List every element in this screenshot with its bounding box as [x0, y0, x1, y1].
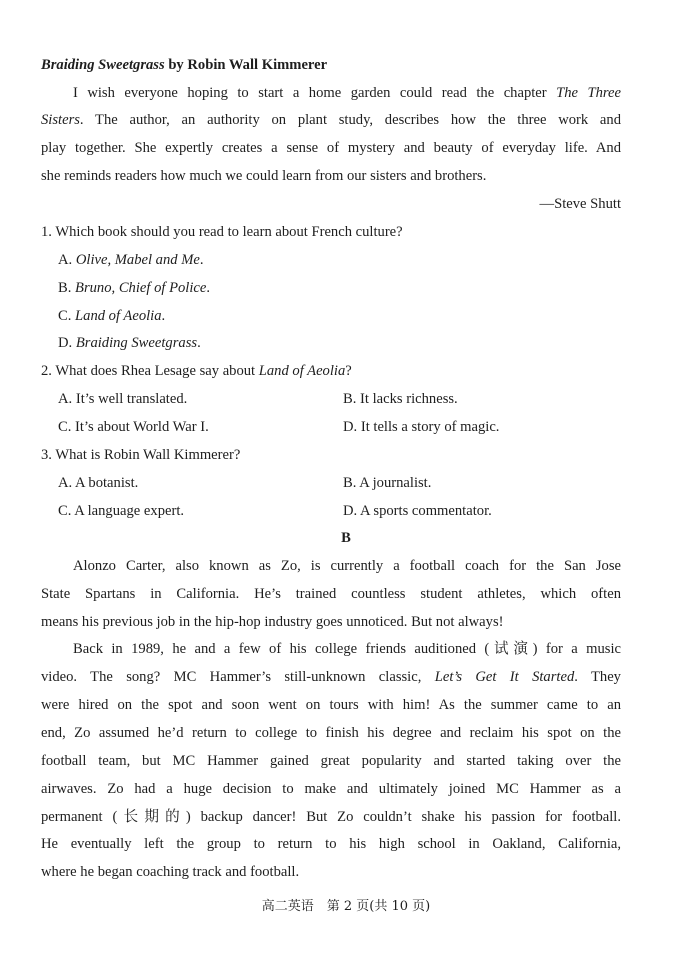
- question-1-option-b[interactable]: [58, 279, 210, 297]
- review-text: I wish everyone hoping to start a home garden could read the chapter: [73, 85, 557, 101]
- book-byline: by Robin Wall Kimmerer: [164, 57, 328, 73]
- passage-text: . They: [574, 669, 621, 685]
- passage-line: He eventually left the group to return to his high school in Oakland, California,: [41, 836, 621, 852]
- chapter-title: The Three: [556, 85, 622, 101]
- question-3-option-b[interactable]: B. A journalist.: [343, 475, 432, 491]
- passage-line: permanent (长期的) backup dancer! But Zo couldn’t shake his passion for football.: [41, 809, 621, 825]
- book-title: Braiding Sweetgrass: [41, 57, 165, 73]
- question-1-option-a[interactable]: [58, 251, 204, 269]
- review-heading: [41, 56, 327, 74]
- option-letter: D.: [58, 335, 76, 351]
- stem-end: ?: [345, 363, 352, 379]
- review-line: [41, 111, 621, 129]
- passage-line: were hired on the spot and soon went on tours with him! As the summer came to an: [41, 697, 621, 713]
- option-title: Land of Aeolia: [75, 308, 162, 324]
- question-2-option-d[interactable]: D. It tells a story of magic.: [343, 419, 500, 435]
- review-line: [73, 84, 621, 102]
- section-b-heading: B: [341, 530, 351, 546]
- option-end: .: [206, 280, 211, 296]
- page-footer: 高二英语 第 2 页(共 10 页): [261, 899, 431, 914]
- passage-line: [41, 668, 621, 686]
- option-title: Olive, Mabel and Me: [75, 252, 200, 268]
- option-title: Braiding Sweetgrass: [75, 335, 198, 351]
- question-2-option-b[interactable]: B. It lacks richness.: [343, 391, 458, 407]
- stem-title: Land of Aeolia: [258, 363, 346, 379]
- option-letter: A.: [58, 252, 76, 268]
- review-text: . The author, an authority on plant study, describes how the three work and: [79, 112, 621, 128]
- passage-line: airwaves. Zo had a huge decision to make and ultimately joined MC Hammer as a: [41, 781, 621, 797]
- passage-line: end, Zo assumed he’d return to college to finish his degree and reclaim his spot on the: [41, 725, 621, 741]
- stem-text: 2. What does Rhea Lesage say about: [41, 363, 259, 379]
- question-3-option-c[interactable]: C. A language expert.: [58, 503, 185, 519]
- question-3-stem: 3. What is Robin Wall Kimmerer?: [41, 447, 241, 463]
- passage-line: means his previous job in the hip-hop industry goes unnoticed. But not always!: [41, 614, 504, 630]
- passage-line: Back in 1989, he and a few of his college friends auditioned (试演) for a music: [73, 641, 621, 657]
- option-letter: C.: [58, 308, 76, 324]
- song-title: Let’s Get It Started: [434, 669, 575, 685]
- question-2-option-a[interactable]: A. It’s well translated.: [58, 391, 188, 407]
- option-end: .: [161, 308, 166, 324]
- question-3-option-d[interactable]: D. A sports commentator.: [343, 503, 492, 519]
- question-1-option-d[interactable]: [58, 334, 201, 352]
- question-1-stem: 1. Which book should you read to learn about French culture?: [41, 224, 403, 240]
- option-letter: B.: [58, 280, 76, 296]
- passage-line: State Spartans in California. He’s trained countless student athletes, which often: [41, 586, 621, 602]
- passage-line: football team, but MC Hammer gained great popularity and started taking over the: [41, 753, 621, 769]
- option-title: Bruno, Chief of Police: [75, 280, 207, 296]
- passage-line: where he began coaching track and football.: [41, 864, 300, 880]
- option-end: .: [197, 335, 201, 351]
- question-1-option-c[interactable]: [58, 307, 165, 325]
- chapter-title: Sisters: [41, 112, 80, 128]
- review-signature: —Steve Shutt: [539, 196, 621, 212]
- question-2-stem: [41, 362, 352, 380]
- question-3-option-a[interactable]: A. A botanist.: [58, 475, 139, 491]
- passage-line: Alonzo Carter, also known as Zo, is currently a football coach for the San Jose: [73, 558, 621, 574]
- question-2-option-c[interactable]: C. It’s about World War I.: [58, 419, 209, 435]
- review-line: play together. She expertly creates a sense of mystery and beauty of everyday life. And: [41, 140, 621, 156]
- passage-text: video. The song? MC Hammer’s still-unknown classic,: [41, 669, 435, 685]
- option-end: .: [199, 252, 204, 268]
- review-line: she reminds readers how much we could learn from our sisters and brothers.: [41, 168, 487, 184]
